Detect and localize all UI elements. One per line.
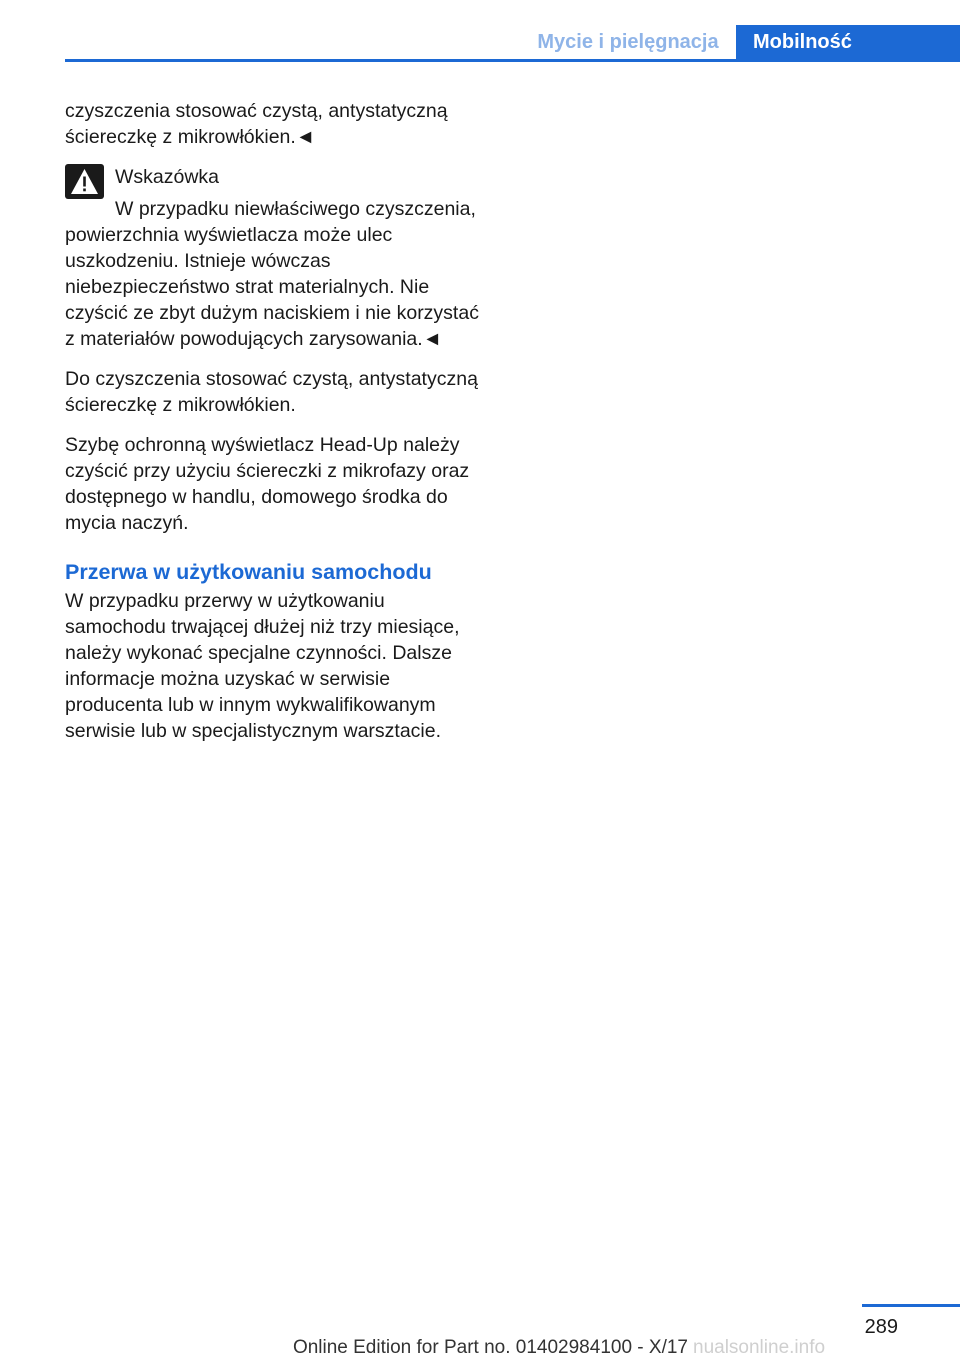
page-number: 289 bbox=[864, 1316, 898, 1338]
paragraph-head-up-glass: Szybę ochronną wyświetlacz Head-Up należy czyścić przy użyciu ściereczki z mikrofazy oraz dostępnego w handlu, domowego środka do mycia naczyń. bbox=[65, 434, 470, 534]
paragraph-cleaning-cloth: Do czyszczenia stosować czystą, antystatyczną ściereczkę z mikrowłókien. bbox=[65, 368, 478, 416]
chapter-tab: Mobilność bbox=[736, 25, 960, 62]
footer-divider bbox=[862, 1304, 960, 1307]
main-content bbox=[65, 98, 485, 758]
watermark-text: nualsonline.info bbox=[693, 1337, 826, 1358]
edition-note: Online Edition for Part no. 01402984100 - X/17 bbox=[292, 1337, 688, 1358]
section-title: Mycie i pielęgnacja bbox=[537, 31, 719, 53]
warning-note bbox=[65, 164, 485, 352]
intro-paragraph: czyszczenia stosować czystą, antystatyczną ściereczkę z mikrowłókien.◄ bbox=[65, 100, 448, 148]
warning-triangle-icon bbox=[65, 164, 104, 199]
paragraph-vehicle-storage: W przypadku przerwy w użytkowaniu samochodu trwającej dłużej niż trzy miesiące, należy wykonać specjalne czynności. Dalsze informacje można uzyskać w serwisie producenta lub w innym wykwalifikowanym serwisie lub w specjalistycznym warsztacie. bbox=[65, 590, 460, 742]
note-title: Wskazówka bbox=[115, 166, 220, 188]
section-heading: Przerwa w użytkowaniu samochodu bbox=[65, 560, 432, 584]
header-divider bbox=[65, 59, 960, 62]
note-text: W przypadku niewłaściwego czyszczenia, powierzchnia wyświetlacza może ulec uszkodzeniu. Istnieje wówczas niebezpieczeństwo strat materialnych. Nie czyścić ze zbyt dużym naciskiem i nie korzystać z materiałów powodujących zarysowania.◄ bbox=[65, 198, 479, 350]
